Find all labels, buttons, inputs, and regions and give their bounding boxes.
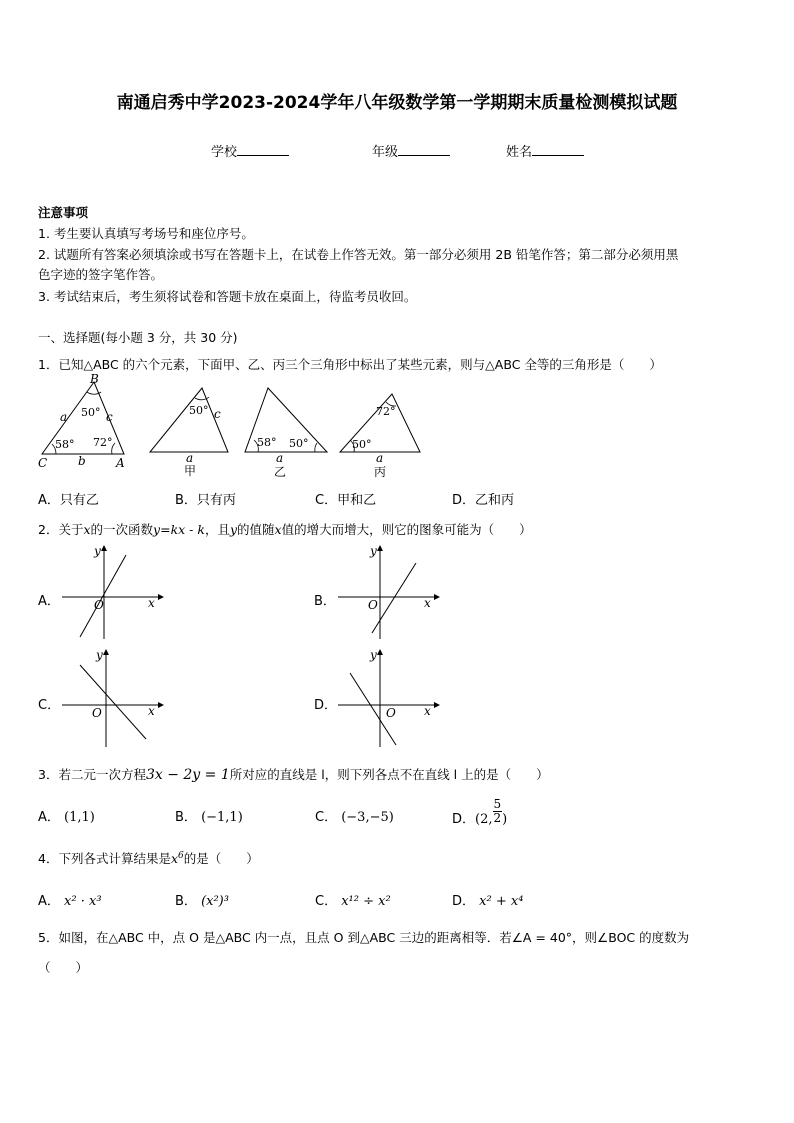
q3-text: 所对应的直线是 l，则下列各点不在直线 l 上的是（ ） xyxy=(229,767,549,782)
angle-58: 58° xyxy=(55,438,75,451)
q2-graph-b[interactable] xyxy=(334,541,444,641)
option-label: D． xyxy=(452,894,476,909)
q2-option-b-label[interactable]: B． xyxy=(314,594,336,609)
q1-triangles-figure xyxy=(30,374,430,484)
y-axis-label: y xyxy=(94,544,101,558)
origin-label: O xyxy=(92,706,102,720)
label-yi: 乙 xyxy=(274,465,287,479)
q2-var-x: x xyxy=(274,522,282,537)
notes-heading: 注意事项 xyxy=(38,205,89,220)
q4-option-c[interactable] xyxy=(315,890,391,909)
option-label: A． xyxy=(38,894,60,909)
label-B: B xyxy=(90,374,99,386)
q3-option-a[interactable] xyxy=(38,806,95,825)
q2-text: 的一次函数 xyxy=(90,522,154,537)
numerator: 5 xyxy=(493,797,502,811)
label-b: b xyxy=(78,454,86,468)
q2-var-y: y xyxy=(229,522,238,537)
y-axis-label: y xyxy=(370,544,377,558)
q1-option-d[interactable]: D．乙和丙 xyxy=(452,493,515,508)
name-blank xyxy=(532,143,584,156)
q4-exponent: 6 xyxy=(178,850,184,861)
x-axis-label: x xyxy=(424,596,431,610)
function-line xyxy=(372,563,416,633)
option-expr: (x²)³ xyxy=(201,894,229,909)
origin-label: O xyxy=(94,598,104,612)
q4-option-a[interactable] xyxy=(38,890,102,909)
y-axis-label: y xyxy=(370,648,377,662)
option-expr: x² · x³ xyxy=(64,894,102,909)
q4-text: 4．下列各式计算结果是 xyxy=(38,851,171,866)
option-value: ) xyxy=(502,812,508,827)
option-label: C． xyxy=(315,894,338,909)
label-jia: 甲 xyxy=(184,464,197,478)
q1-option-a[interactable]: A．只有乙 xyxy=(38,493,99,508)
note-item: 色字迹的签字笔作答。 xyxy=(38,267,164,282)
note-item: 3. 考试结束后，考生须将试卷和答题卡放在桌面上，待监考员收回。 xyxy=(38,289,417,304)
q2-function: y=kx - k xyxy=(153,522,205,537)
note-item: 1. 考生要认真填写考场号和座位序号。 xyxy=(38,226,254,241)
q2-text: ，且 xyxy=(204,522,230,537)
angle-50: 50° xyxy=(81,406,101,419)
q1-option-b[interactable]: B．只有丙 xyxy=(175,493,236,508)
note-item: 2. 试题所有答案必须填涂或书写在答题卡上，在试卷上作答无效。第一部分必须用 2B 铅笔作答；第二部分必须用黑 xyxy=(38,247,679,262)
q4-option-d[interactable] xyxy=(452,890,523,909)
option-label: B． xyxy=(175,894,197,909)
q2-option-a-label[interactable]: A． xyxy=(38,594,60,609)
origin-label: O xyxy=(386,706,396,720)
option-label: C． xyxy=(315,810,338,825)
origin-label: O xyxy=(368,598,378,612)
angle-72: 72° xyxy=(376,405,396,418)
denominator: 2 xyxy=(493,811,502,825)
function-line xyxy=(80,555,126,637)
q3-option-b[interactable] xyxy=(175,806,243,825)
label-C: C xyxy=(38,456,48,470)
q4-base: x xyxy=(170,851,179,866)
y-axis-label: y xyxy=(96,648,103,662)
option-expr: x² + x⁴ xyxy=(479,894,524,909)
option-value: (1,1) xyxy=(64,810,95,825)
question-3-stem xyxy=(38,765,549,783)
q2-text: 的值随 xyxy=(237,522,275,537)
q4-option-b[interactable] xyxy=(175,890,229,909)
x-axis-label: x xyxy=(424,704,431,718)
q2-option-d-label[interactable]: D． xyxy=(314,698,338,713)
q2-text: 2．关于 xyxy=(38,522,84,537)
name-label: 姓名 xyxy=(506,145,533,160)
label-a: a xyxy=(376,451,384,465)
school-blank xyxy=(237,143,289,156)
label-c: c xyxy=(106,410,113,424)
x-axis-label: x xyxy=(148,704,155,718)
q3-equation: 3x − 2y = 1 xyxy=(145,767,230,783)
q3-option-d[interactable] xyxy=(452,798,507,825)
option-label: A． xyxy=(38,810,60,825)
question-2-stem xyxy=(38,520,532,538)
label-a: a xyxy=(186,451,194,465)
q4-text: 的是（ ） xyxy=(183,851,259,866)
angle-50: 50° xyxy=(189,404,209,417)
label-a: a xyxy=(60,410,68,424)
school-field xyxy=(211,141,289,160)
angle-72: 72° xyxy=(93,436,113,449)
q2-option-c-label[interactable]: C． xyxy=(38,698,61,713)
grade-label: 年级 xyxy=(372,145,399,160)
option-label: B． xyxy=(175,810,197,825)
label-c: c xyxy=(214,407,221,421)
question-5-stem: 5．如图，在△ABC 中，点 O 是△ABC 内一点，且点 O 到△ABC 三边的距离相等．若∠A = 40°，则∠BOC 的度数为 xyxy=(38,930,690,945)
label-bing: 丙 xyxy=(374,465,387,479)
option-value: (−1,1) xyxy=(201,810,243,825)
q2-graph-a[interactable] xyxy=(58,541,168,641)
school-label: 学校 xyxy=(211,145,238,160)
grade-field xyxy=(372,141,450,160)
fraction xyxy=(493,798,503,825)
name-field xyxy=(506,141,584,160)
q2-graph-c[interactable] xyxy=(58,645,168,749)
section-heading: 一、选择题(每小题 3 分，共 30 分) xyxy=(38,330,238,345)
option-label: D． xyxy=(452,812,476,827)
q1-option-c[interactable]: C．甲和乙 xyxy=(315,493,377,508)
question-4-stem xyxy=(38,849,259,867)
q3-text: 3．若二元一次方程 xyxy=(38,767,146,782)
q3-option-c[interactable] xyxy=(315,806,394,825)
option-expr: x¹² ÷ x² xyxy=(341,894,391,909)
label-a: a xyxy=(276,451,284,465)
option-value: (2, xyxy=(475,812,493,827)
q2-var-x: x xyxy=(83,522,91,537)
label-A: A xyxy=(116,456,125,470)
angle-50: 50° xyxy=(289,437,309,450)
question-5-stem-cont: （ ） xyxy=(38,960,89,975)
option-value: (−3,−5) xyxy=(341,810,394,825)
q2-graph-d[interactable] xyxy=(334,645,444,749)
angle-58: 58° xyxy=(257,436,277,449)
function-line xyxy=(80,665,146,739)
angle-50: 50° xyxy=(352,438,372,451)
question-1-stem: 1．已知△ABC 的六个元素，下面甲、乙、丙三个三角形中标出了某些元素，则与△ABC 全等的三角形是（ ） xyxy=(38,357,662,372)
grade-blank xyxy=(398,143,450,156)
x-axis-label: x xyxy=(148,596,155,610)
q2-text: 值的增大而增大，则它的图象可能为（ ） xyxy=(281,522,532,537)
page-title: 南通启秀中学2023-2024学年八年级数学第一学期期末质量检测模拟试题 xyxy=(116,93,678,113)
